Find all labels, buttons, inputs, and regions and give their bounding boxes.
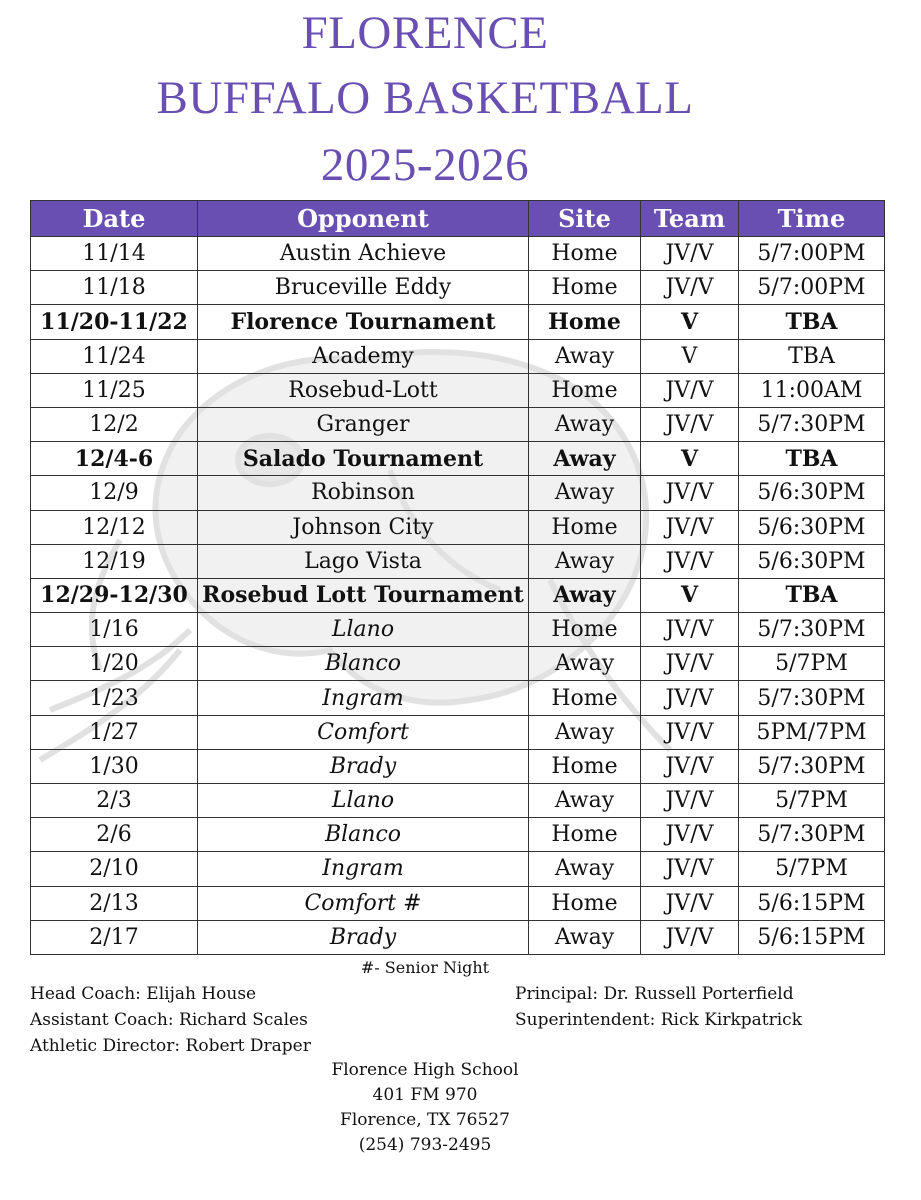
phone-number: (254) 793-2495 — [358, 1135, 492, 1155]
cell-site: Away — [529, 476, 641, 510]
cell-opponent: Llano — [198, 784, 529, 818]
cell-team: JV/V — [641, 271, 739, 305]
cell-opponent: Brady — [198, 749, 529, 783]
cell-time: 5/7:30PM — [739, 407, 885, 441]
head-coach: Head Coach: Elijah House — [30, 984, 257, 1004]
cell-site: Away — [529, 578, 641, 612]
cell-date: 12/29-12/30 — [31, 578, 198, 612]
cell-team: JV/V — [641, 749, 739, 783]
cell-date: 1/16 — [31, 613, 198, 647]
cell-team: JV/V — [641, 544, 739, 578]
cell-site: Home — [529, 749, 641, 783]
cell-site: Away — [529, 784, 641, 818]
cell-opponent: Robinson — [198, 476, 529, 510]
table-row — [31, 578, 885, 612]
cell-site: Away — [529, 442, 641, 476]
table-row — [31, 886, 885, 920]
table-row — [31, 510, 885, 544]
cell-date: 1/20 — [31, 647, 198, 681]
cell-opponent: Austin Achieve — [198, 237, 529, 271]
cell-time: 5/7PM — [739, 647, 885, 681]
cell-opponent: Academy — [198, 339, 529, 373]
cell-time: 5/7PM — [739, 784, 885, 818]
cell-team: JV/V — [641, 920, 739, 954]
cell-opponent: Comfort — [198, 715, 529, 749]
cell-opponent: Blanco — [198, 818, 529, 852]
cell-team: V — [641, 339, 739, 373]
city-state-zip: Florence, TX 76527 — [340, 1110, 510, 1130]
cell-site: Home — [529, 613, 641, 647]
cell-time: 5/7:00PM — [739, 271, 885, 305]
cell-time: 5/7:30PM — [739, 818, 885, 852]
cell-site: Home — [529, 237, 641, 271]
school-name: Florence High School — [331, 1060, 519, 1080]
header-team: Team — [641, 201, 739, 237]
header-opponent: Opponent — [198, 201, 529, 237]
cell-date: 2/17 — [31, 920, 198, 954]
cell-date: 2/13 — [31, 886, 198, 920]
cell-site: Away — [529, 544, 641, 578]
senior-night-note: #- Senior Night — [360, 958, 490, 977]
cell-site: Home — [529, 510, 641, 544]
cell-date: 1/27 — [31, 715, 198, 749]
title-season: 2025-2026 — [320, 139, 530, 191]
cell-team: JV/V — [641, 613, 739, 647]
cell-date: 12/12 — [31, 510, 198, 544]
cell-opponent: Johnson City — [198, 510, 529, 544]
cell-opponent: Ingram — [198, 852, 529, 886]
cell-time: 5/7:30PM — [739, 613, 885, 647]
cell-date: 2/3 — [31, 784, 198, 818]
cell-time: TBA — [739, 442, 885, 476]
table-row — [31, 784, 885, 818]
cell-time: 5PM/7PM — [739, 715, 885, 749]
table-row — [31, 852, 885, 886]
cell-site: Home — [529, 886, 641, 920]
athletic-director: Athletic Director: Robert Draper — [30, 1036, 311, 1056]
cell-team: JV/V — [641, 237, 739, 271]
cell-time: 5/7:30PM — [739, 681, 885, 715]
cell-team: JV/V — [641, 715, 739, 749]
table-row — [31, 544, 885, 578]
header-time: Time — [739, 201, 885, 237]
cell-opponent: Lago Vista — [198, 544, 529, 578]
cell-site: Home — [529, 818, 641, 852]
cell-date: 2/6 — [31, 818, 198, 852]
header-date: Date — [31, 201, 198, 237]
cell-date: 11/24 — [31, 339, 198, 373]
superintendent: Superintendent: Rick Kirkpatrick — [515, 1010, 803, 1030]
staff-left — [30, 981, 311, 1059]
cell-time: 5/7PM — [739, 852, 885, 886]
cell-site: Away — [529, 852, 641, 886]
cell-date: 11/20-11/22 — [31, 305, 198, 339]
cell-site: Away — [529, 339, 641, 373]
cell-date: 1/30 — [31, 749, 198, 783]
table-row — [31, 237, 885, 271]
cell-opponent: Bruceville Eddy — [198, 271, 529, 305]
table-row — [31, 476, 885, 510]
cell-team: JV/V — [641, 818, 739, 852]
cell-site: Away — [529, 920, 641, 954]
cell-site: Away — [529, 647, 641, 681]
cell-time: TBA — [739, 305, 885, 339]
header-site: Site — [529, 201, 641, 237]
cell-time: 5/6:15PM — [739, 920, 885, 954]
table-row — [31, 818, 885, 852]
cell-team: JV/V — [641, 852, 739, 886]
cell-site: Home — [529, 681, 641, 715]
schedule-body — [31, 237, 885, 955]
cell-date: 2/10 — [31, 852, 198, 886]
cell-date: 12/2 — [31, 407, 198, 441]
cell-team: JV/V — [641, 373, 739, 407]
staff-right — [515, 981, 802, 1033]
cell-time: 5/6:15PM — [739, 886, 885, 920]
cell-opponent: Brady — [198, 920, 529, 954]
table-row — [31, 715, 885, 749]
cell-team: V — [641, 305, 739, 339]
cell-date: 12/4-6 — [31, 442, 198, 476]
table-row — [31, 613, 885, 647]
cell-opponent: Llano — [198, 613, 529, 647]
cell-team: JV/V — [641, 407, 739, 441]
table-header-row — [31, 201, 885, 237]
cell-team: JV/V — [641, 647, 739, 681]
cell-site: Home — [529, 373, 641, 407]
cell-team: JV/V — [641, 681, 739, 715]
cell-date: 1/23 — [31, 681, 198, 715]
cell-date: 11/18 — [31, 271, 198, 305]
table-row — [31, 920, 885, 954]
cell-time: 5/7:30PM — [739, 749, 885, 783]
cell-time: 5/6:30PM — [739, 476, 885, 510]
title-buffalo-basketball: BUFFALO BASKETBALL — [156, 72, 694, 124]
principal: Principal: Dr. Russell Porterfield — [515, 984, 794, 1004]
cell-time: TBA — [739, 339, 885, 373]
cell-team: V — [641, 578, 739, 612]
cell-date: 11/14 — [31, 237, 198, 271]
street-address: 401 FM 970 — [372, 1085, 478, 1105]
cell-opponent: Ingram — [198, 681, 529, 715]
cell-site: Home — [529, 271, 641, 305]
cell-team: V — [641, 442, 739, 476]
cell-opponent: Granger — [198, 407, 529, 441]
cell-time: 5/6:30PM — [739, 510, 885, 544]
table-row — [31, 339, 885, 373]
schedule-table — [30, 200, 885, 955]
cell-site: Away — [529, 715, 641, 749]
cell-team: JV/V — [641, 510, 739, 544]
cell-opponent: Salado Tournament — [198, 442, 529, 476]
cell-site: Home — [529, 305, 641, 339]
cell-opponent: Rosebud-Lott — [198, 373, 529, 407]
table-row — [31, 271, 885, 305]
table-row — [31, 749, 885, 783]
cell-date: 11/25 — [31, 373, 198, 407]
cell-team: JV/V — [641, 886, 739, 920]
table-row — [31, 681, 885, 715]
cell-team: JV/V — [641, 784, 739, 818]
table-row — [31, 305, 885, 339]
cell-date: 12/19 — [31, 544, 198, 578]
cell-opponent: Blanco — [198, 647, 529, 681]
school-address — [0, 1058, 850, 1158]
cell-opponent: Comfort # — [198, 886, 529, 920]
table-row — [31, 407, 885, 441]
assistant-coach: Assistant Coach: Richard Scales — [30, 1010, 308, 1030]
cell-opponent: Florence Tournament — [198, 305, 529, 339]
cell-date: 12/9 — [31, 476, 198, 510]
cell-opponent: Rosebud Lott Tournament — [198, 578, 529, 612]
table-row — [31, 373, 885, 407]
cell-time: 5/6:30PM — [739, 544, 885, 578]
table-row — [31, 442, 885, 476]
cell-team: JV/V — [641, 476, 739, 510]
cell-time: 5/7:00PM — [739, 237, 885, 271]
table-row — [31, 647, 885, 681]
cell-time: TBA — [739, 578, 885, 612]
cell-site: Away — [529, 407, 641, 441]
cell-time: 11:00AM — [739, 373, 885, 407]
title-florence: FLORENCE — [301, 7, 549, 59]
